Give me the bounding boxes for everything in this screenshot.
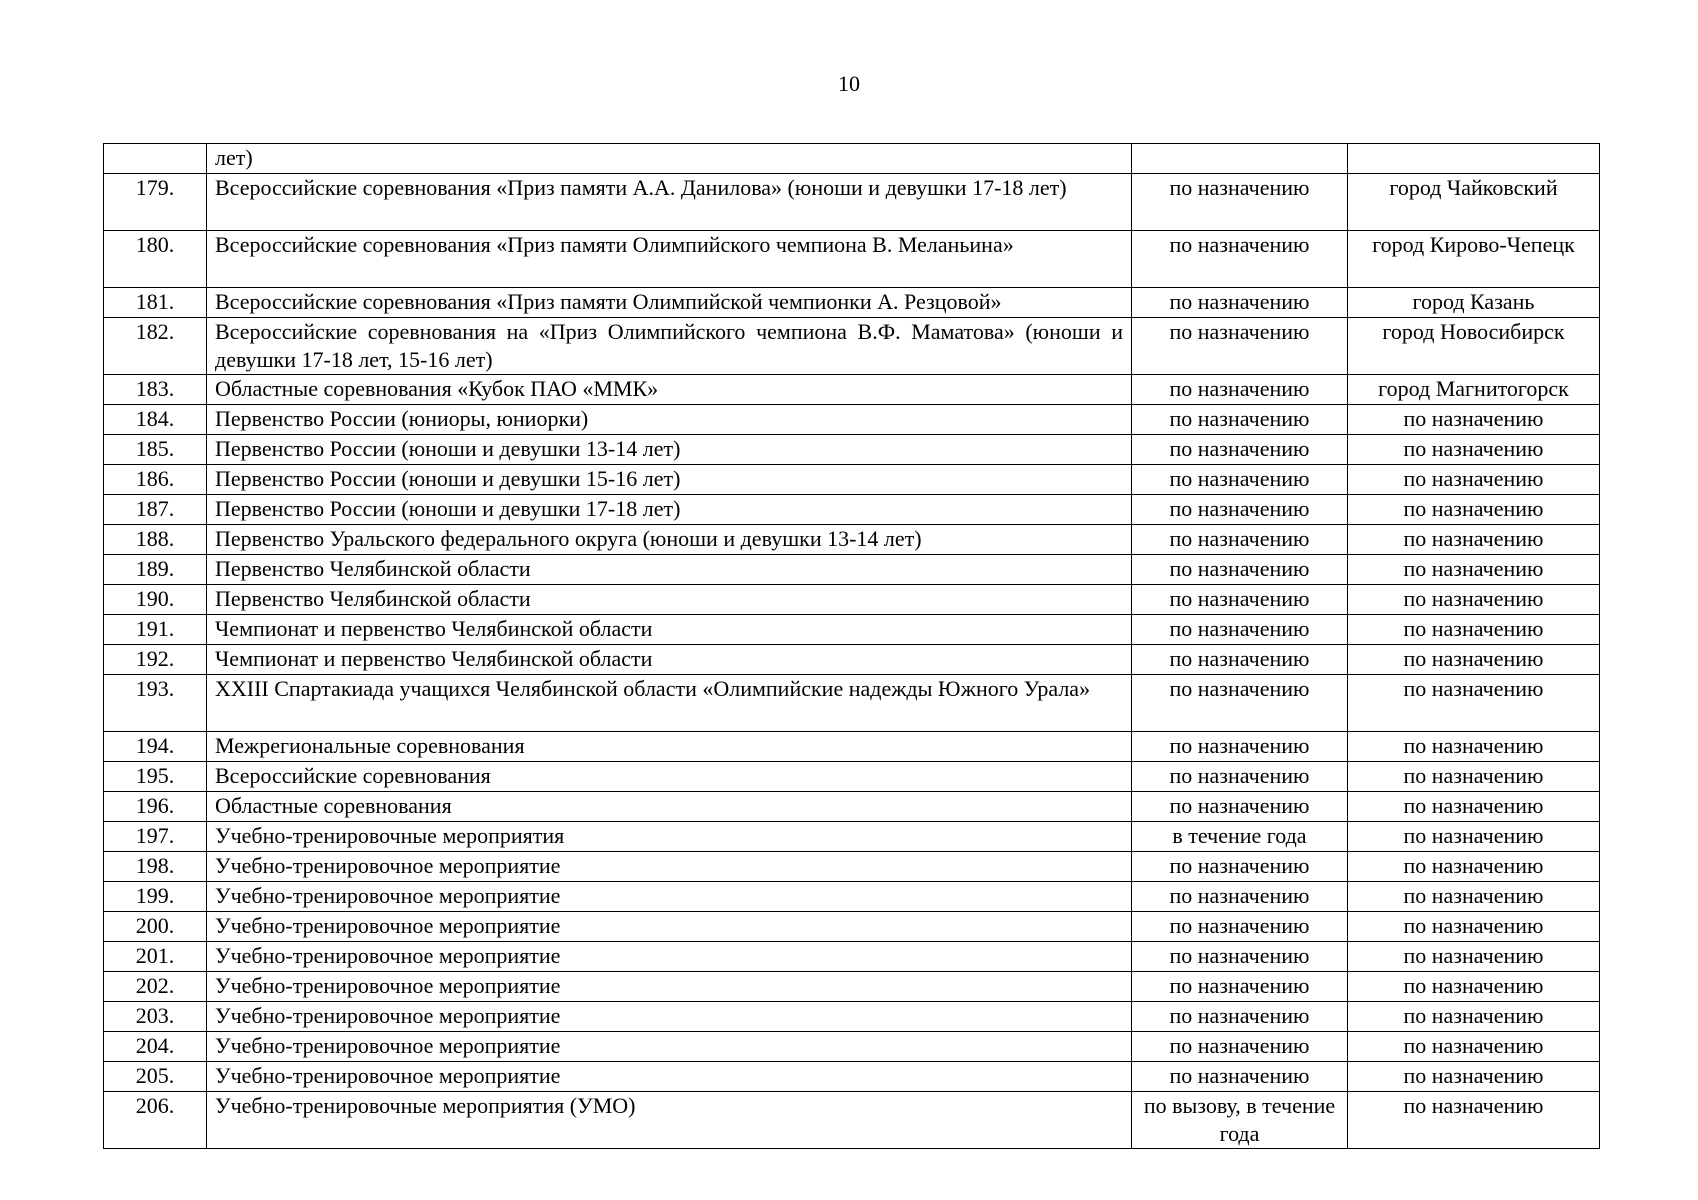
row-number: 195. xyxy=(104,762,207,792)
event-place: по назначению xyxy=(1348,465,1600,495)
event-place: по назначению xyxy=(1348,615,1600,645)
row-number: 192. xyxy=(104,645,207,675)
table-row xyxy=(104,495,1600,525)
table-row xyxy=(104,585,1600,615)
table-row xyxy=(104,375,1600,405)
event-name: Учебно-тренировочное мероприятие xyxy=(207,972,1132,1002)
table-row xyxy=(104,555,1600,585)
event-name: Всероссийские соревнования «Приз памяти Олимпийской чемпионки А. Резцовой» xyxy=(207,288,1132,318)
row-number: 203. xyxy=(104,1002,207,1032)
event-name: Учебно-тренировочное мероприятие xyxy=(207,1002,1132,1032)
row-number xyxy=(104,144,207,174)
event-date: по назначению xyxy=(1132,1062,1348,1092)
event-date: по назначению xyxy=(1132,231,1348,288)
table-row xyxy=(104,882,1600,912)
page-number: 10 xyxy=(838,71,860,96)
event-name: Первенство Челябинской области xyxy=(207,555,1132,585)
row-number: 187. xyxy=(104,495,207,525)
event-date: в течение года xyxy=(1132,822,1348,852)
row-number: 189. xyxy=(104,555,207,585)
event-place: по назначению xyxy=(1348,495,1600,525)
event-place: по назначению xyxy=(1348,435,1600,465)
event-place: город Чайковский xyxy=(1348,174,1600,231)
event-name: Областные соревнования «Кубок ПАО «ММК» xyxy=(207,375,1132,405)
event-date xyxy=(1132,144,1348,174)
event-place: по назначению xyxy=(1348,852,1600,882)
row-number: 206. xyxy=(104,1092,207,1149)
row-number: 180. xyxy=(104,231,207,288)
event-date: по назначению xyxy=(1132,1032,1348,1062)
event-place: по назначению xyxy=(1348,1092,1600,1149)
row-number: 200. xyxy=(104,912,207,942)
row-number: 198. xyxy=(104,852,207,882)
event-place: по назначению xyxy=(1348,405,1600,435)
event-place: город Казань xyxy=(1348,288,1600,318)
table-row xyxy=(104,972,1600,1002)
row-number: 194. xyxy=(104,732,207,762)
table-row xyxy=(104,144,1600,174)
event-date: по назначению xyxy=(1132,375,1348,405)
table-row xyxy=(104,288,1600,318)
table-row xyxy=(104,318,1600,375)
row-number: 199. xyxy=(104,882,207,912)
event-name: Областные соревнования xyxy=(207,792,1132,822)
event-date: по назначению xyxy=(1132,792,1348,822)
row-number: 183. xyxy=(104,375,207,405)
table-row xyxy=(104,525,1600,555)
event-place: город Магнитогорск xyxy=(1348,375,1600,405)
row-number: 185. xyxy=(104,435,207,465)
event-name: Учебно-тренировочное мероприятие xyxy=(207,912,1132,942)
table-row xyxy=(104,852,1600,882)
event-name: Учебно-тренировочные мероприятия (УМО) xyxy=(207,1092,1132,1149)
row-number: 184. xyxy=(104,405,207,435)
event-place: по назначению xyxy=(1348,972,1600,1002)
event-name: лет) xyxy=(207,144,1132,174)
event-place: по назначению xyxy=(1348,822,1600,852)
event-name: XXIII Спартакиада учащихся Челябинской области «Олимпийские надежды Южного Урала» xyxy=(207,675,1132,732)
table-row xyxy=(104,1032,1600,1062)
event-date: по назначению xyxy=(1132,1002,1348,1032)
event-place: по назначению xyxy=(1348,525,1600,555)
event-date: по назначению xyxy=(1132,852,1348,882)
event-date: по назначению xyxy=(1132,525,1348,555)
event-name: Учебно-тренировочное мероприятие xyxy=(207,882,1132,912)
event-name: Первенство Уральского федерального округа (юноши и девушки 13-14 лет) xyxy=(207,525,1132,555)
event-name: Первенство России (юноши и девушки 15-16 лет) xyxy=(207,465,1132,495)
row-number: 201. xyxy=(104,942,207,972)
table-row xyxy=(104,1002,1600,1032)
table-row xyxy=(104,762,1600,792)
row-number: 190. xyxy=(104,585,207,615)
event-date: по назначению xyxy=(1132,174,1348,231)
event-date: по назначению xyxy=(1132,675,1348,732)
event-place: по назначению xyxy=(1348,942,1600,972)
event-name: Первенство Челябинской области xyxy=(207,585,1132,615)
table-row xyxy=(104,435,1600,465)
event-place: по назначению xyxy=(1348,675,1600,732)
event-place: по назначению xyxy=(1348,792,1600,822)
event-place: город Новосибирск xyxy=(1348,318,1600,375)
row-number: 181. xyxy=(104,288,207,318)
event-name: Учебно-тренировочное мероприятие xyxy=(207,1062,1132,1092)
table-row xyxy=(104,732,1600,762)
event-name: Чемпионат и первенство Челябинской области xyxy=(207,645,1132,675)
event-place: по назначению xyxy=(1348,882,1600,912)
event-place: по назначению xyxy=(1348,762,1600,792)
event-date: по вызову, в течение года xyxy=(1132,1092,1348,1149)
event-date: по назначению xyxy=(1132,972,1348,1002)
table-row xyxy=(104,822,1600,852)
event-date: по назначению xyxy=(1132,435,1348,465)
event-place: по назначению xyxy=(1348,1062,1600,1092)
event-place: город Кирово-Чепецк xyxy=(1348,231,1600,288)
row-number: 205. xyxy=(104,1062,207,1092)
table-row xyxy=(104,174,1600,231)
table-row xyxy=(104,792,1600,822)
table-row xyxy=(104,645,1600,675)
table-row xyxy=(104,1092,1600,1149)
event-name: Всероссийские соревнования «Приз памяти Олимпийского чемпиона В. Меланьина» xyxy=(207,231,1132,288)
event-place: по назначению xyxy=(1348,912,1600,942)
event-name: Межрегиональные соревнования xyxy=(207,732,1132,762)
event-place: по назначению xyxy=(1348,732,1600,762)
row-number: 179. xyxy=(104,174,207,231)
event-place: по назначению xyxy=(1348,585,1600,615)
event-date: по назначению xyxy=(1132,645,1348,675)
event-name: Чемпионат и первенство Челябинской области xyxy=(207,615,1132,645)
table-row xyxy=(104,465,1600,495)
event-name: Всероссийские соревнования на «Приз Олимпийского чемпиона В.Ф. Маматова» (юноши и девушки 17-18 лет, 15-16 лет) xyxy=(207,318,1132,375)
row-number: 196. xyxy=(104,792,207,822)
event-date: по назначению xyxy=(1132,882,1348,912)
event-date: по назначению xyxy=(1132,465,1348,495)
event-date: по назначению xyxy=(1132,942,1348,972)
event-name: Учебно-тренировочные мероприятия xyxy=(207,822,1132,852)
event-name: Всероссийские соревнования «Приз памяти А.А. Данилова» (юноши и девушки 17-18 лет) xyxy=(207,174,1132,231)
event-date: по назначению xyxy=(1132,318,1348,375)
row-number: 191. xyxy=(104,615,207,645)
event-name: Учебно-тренировочное мероприятие xyxy=(207,942,1132,972)
event-place: по назначению xyxy=(1348,1032,1600,1062)
event-name: Первенство России (юниоры, юниорки) xyxy=(207,405,1132,435)
event-date: по назначению xyxy=(1132,555,1348,585)
event-date: по назначению xyxy=(1132,288,1348,318)
event-date: по назначению xyxy=(1132,912,1348,942)
table-row xyxy=(104,405,1600,435)
event-place: по назначению xyxy=(1348,1002,1600,1032)
row-number: 186. xyxy=(104,465,207,495)
event-place xyxy=(1348,144,1600,174)
event-date: по назначению xyxy=(1132,732,1348,762)
row-number: 202. xyxy=(104,972,207,1002)
event-name: Всероссийские соревнования xyxy=(207,762,1132,792)
event-place: по назначению xyxy=(1348,555,1600,585)
row-number: 197. xyxy=(104,822,207,852)
event-name: Первенство России (юноши и девушки 13-14 лет) xyxy=(207,435,1132,465)
table-row xyxy=(104,912,1600,942)
table-row xyxy=(104,231,1600,288)
events-table xyxy=(103,143,1600,1149)
event-date: по назначению xyxy=(1132,615,1348,645)
event-name: Учебно-тренировочное мероприятие xyxy=(207,852,1132,882)
table-row xyxy=(104,615,1600,645)
event-date: по назначению xyxy=(1132,762,1348,792)
row-number: 182. xyxy=(104,318,207,375)
event-date: по назначению xyxy=(1132,495,1348,525)
row-number: 204. xyxy=(104,1032,207,1062)
event-place: по назначению xyxy=(1348,645,1600,675)
table-row xyxy=(104,675,1600,732)
event-date: по назначению xyxy=(1132,585,1348,615)
table-row xyxy=(104,1062,1600,1092)
event-name: Первенство России (юноши и девушки 17-18 лет) xyxy=(207,495,1132,525)
row-number: 193. xyxy=(104,675,207,732)
row-number: 188. xyxy=(104,525,207,555)
event-name: Учебно-тренировочное мероприятие xyxy=(207,1032,1132,1062)
event-date: по назначению xyxy=(1132,405,1348,435)
table-row xyxy=(104,942,1600,972)
